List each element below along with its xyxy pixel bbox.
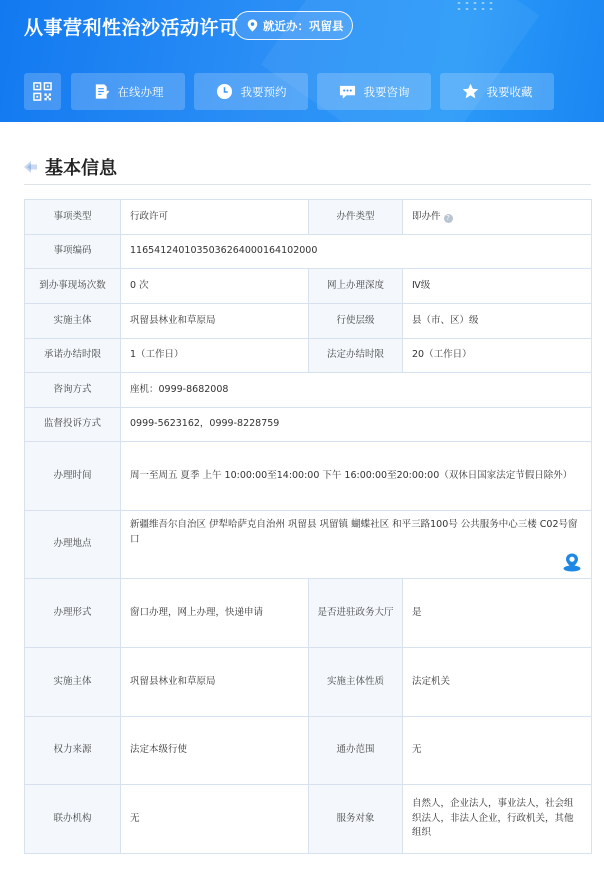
hall-key: 是否进驻政务大厅 (309, 579, 403, 648)
hours-key: 办理时间 (25, 442, 121, 511)
level-value: 县（市、区）级 (403, 304, 592, 339)
table-row (25, 235, 592, 269)
form-value: 窗口办理，网上办理，快递申请 (121, 579, 309, 648)
info-table (24, 199, 592, 854)
handle-type-value: 即办件 (412, 210, 441, 222)
location-selector[interactable] (234, 11, 353, 40)
appointment-button[interactable] (194, 73, 308, 110)
handle-type-key: 办件类型 (309, 200, 403, 235)
consult-label: 我要咨询 (363, 84, 410, 99)
subject-nature-value: 法定机关 (403, 648, 592, 717)
table-row (25, 339, 592, 373)
location-label: 就近办：巩留县 (263, 18, 344, 33)
power-key: 权力来源 (25, 717, 121, 785)
scope-key: 通办范围 (309, 717, 403, 785)
online-handle-label: 在线办理 (117, 84, 164, 99)
complaint-key: 监督投诉方式 (25, 408, 121, 442)
address-key: 办理地点 (25, 511, 121, 579)
item-code-value: 11654124010350362640001641020​00 (121, 235, 592, 269)
chat-bubble-icon (339, 83, 356, 100)
appointment-label: 我要预约 (240, 84, 287, 99)
table-row (25, 408, 592, 442)
visits-key: 到办事现场次数 (25, 269, 121, 304)
scope-value: 无 (403, 717, 592, 785)
header-dot-pattern (455, 0, 495, 14)
consult-button[interactable] (317, 73, 431, 110)
map-location-icon[interactable] (562, 552, 582, 572)
section-arrow-icon (24, 161, 38, 173)
favorite-button[interactable] (440, 73, 554, 110)
section-title: 基本信息 (45, 158, 117, 179)
subject-value: 巩留县林业和草原局 (121, 304, 309, 339)
table-row (25, 442, 592, 511)
online-depth-key: 网上办理深度 (309, 269, 403, 304)
consult-key: 咨询方式 (25, 373, 121, 408)
promise-time-value: 1（工作日） (121, 339, 309, 373)
complaint-value: 0999-5623162，0999-8228759 (121, 408, 592, 442)
visits-value: 0 次 (121, 269, 309, 304)
table-row (25, 269, 592, 304)
table-row (25, 373, 592, 408)
promise-time-key: 承诺办结时限 (25, 339, 121, 373)
joint-value: 无 (121, 785, 309, 854)
clock-icon (216, 83, 233, 100)
subject-key: 实施主体 (25, 304, 121, 339)
item-type-value: 行政许可 (121, 200, 309, 235)
table-row (25, 785, 592, 854)
online-handle-button[interactable] (71, 73, 185, 110)
target-key: 服务对象 (309, 785, 403, 854)
page-title: 从事营利性治沙活动许可 (24, 17, 239, 39)
joint-key: 联办机构 (25, 785, 121, 854)
favorite-label: 我要收藏 (486, 84, 533, 99)
address-cell (121, 511, 592, 579)
table-row (25, 200, 592, 235)
consult-value: 座机：0999-8682008 (121, 373, 592, 408)
table-row (25, 717, 592, 785)
table-row (25, 579, 592, 648)
item-type-key: 事项类型 (25, 200, 121, 235)
level-key: 行使层级 (309, 304, 403, 339)
qr-code-icon (33, 82, 52, 101)
edit-document-icon (93, 83, 110, 100)
address-value: 新疆维吾尔自治区 伊犁哈萨克自治州 巩留县 巩留镇 蝴蝶社区 和平三路100号 公共服务中心三楼 C02号窗口 (130, 519, 578, 545)
item-code-key: 事项编码 (25, 235, 121, 269)
subject2-key: 实施主体 (25, 648, 121, 717)
legal-time-value: 20（工作日） (403, 339, 592, 373)
qr-code-button[interactable] (24, 73, 61, 110)
star-icon (462, 83, 479, 100)
table-row (25, 511, 592, 579)
hall-value: 是 (403, 579, 592, 648)
handle-type-cell (403, 200, 592, 235)
subject-nature-key: 实施主体性质 (309, 648, 403, 717)
table-row (25, 648, 592, 717)
subject2-value: 巩留县林业和草原局 (121, 648, 309, 717)
hours-value: 周一至周五 夏季 上午 10:00:00至14:00:00 下午 16:00:00至20:00:00（双休日国家法定节假日除外） (121, 442, 592, 511)
help-icon[interactable]: ? (444, 214, 453, 223)
online-depth-value: Ⅳ级 (403, 269, 592, 304)
legal-time-key: 法定办结时限 (309, 339, 403, 373)
target-value: 自然人，企业法人，事业法人，社会组织法人，非法人企业，行政机关，其他组织 (403, 785, 592, 854)
page-header (0, 0, 604, 122)
power-value: 法定本级行使 (121, 717, 309, 785)
location-pin-icon (247, 19, 258, 32)
section-header (24, 152, 591, 185)
table-row (25, 304, 592, 339)
form-key: 办理形式 (25, 579, 121, 648)
